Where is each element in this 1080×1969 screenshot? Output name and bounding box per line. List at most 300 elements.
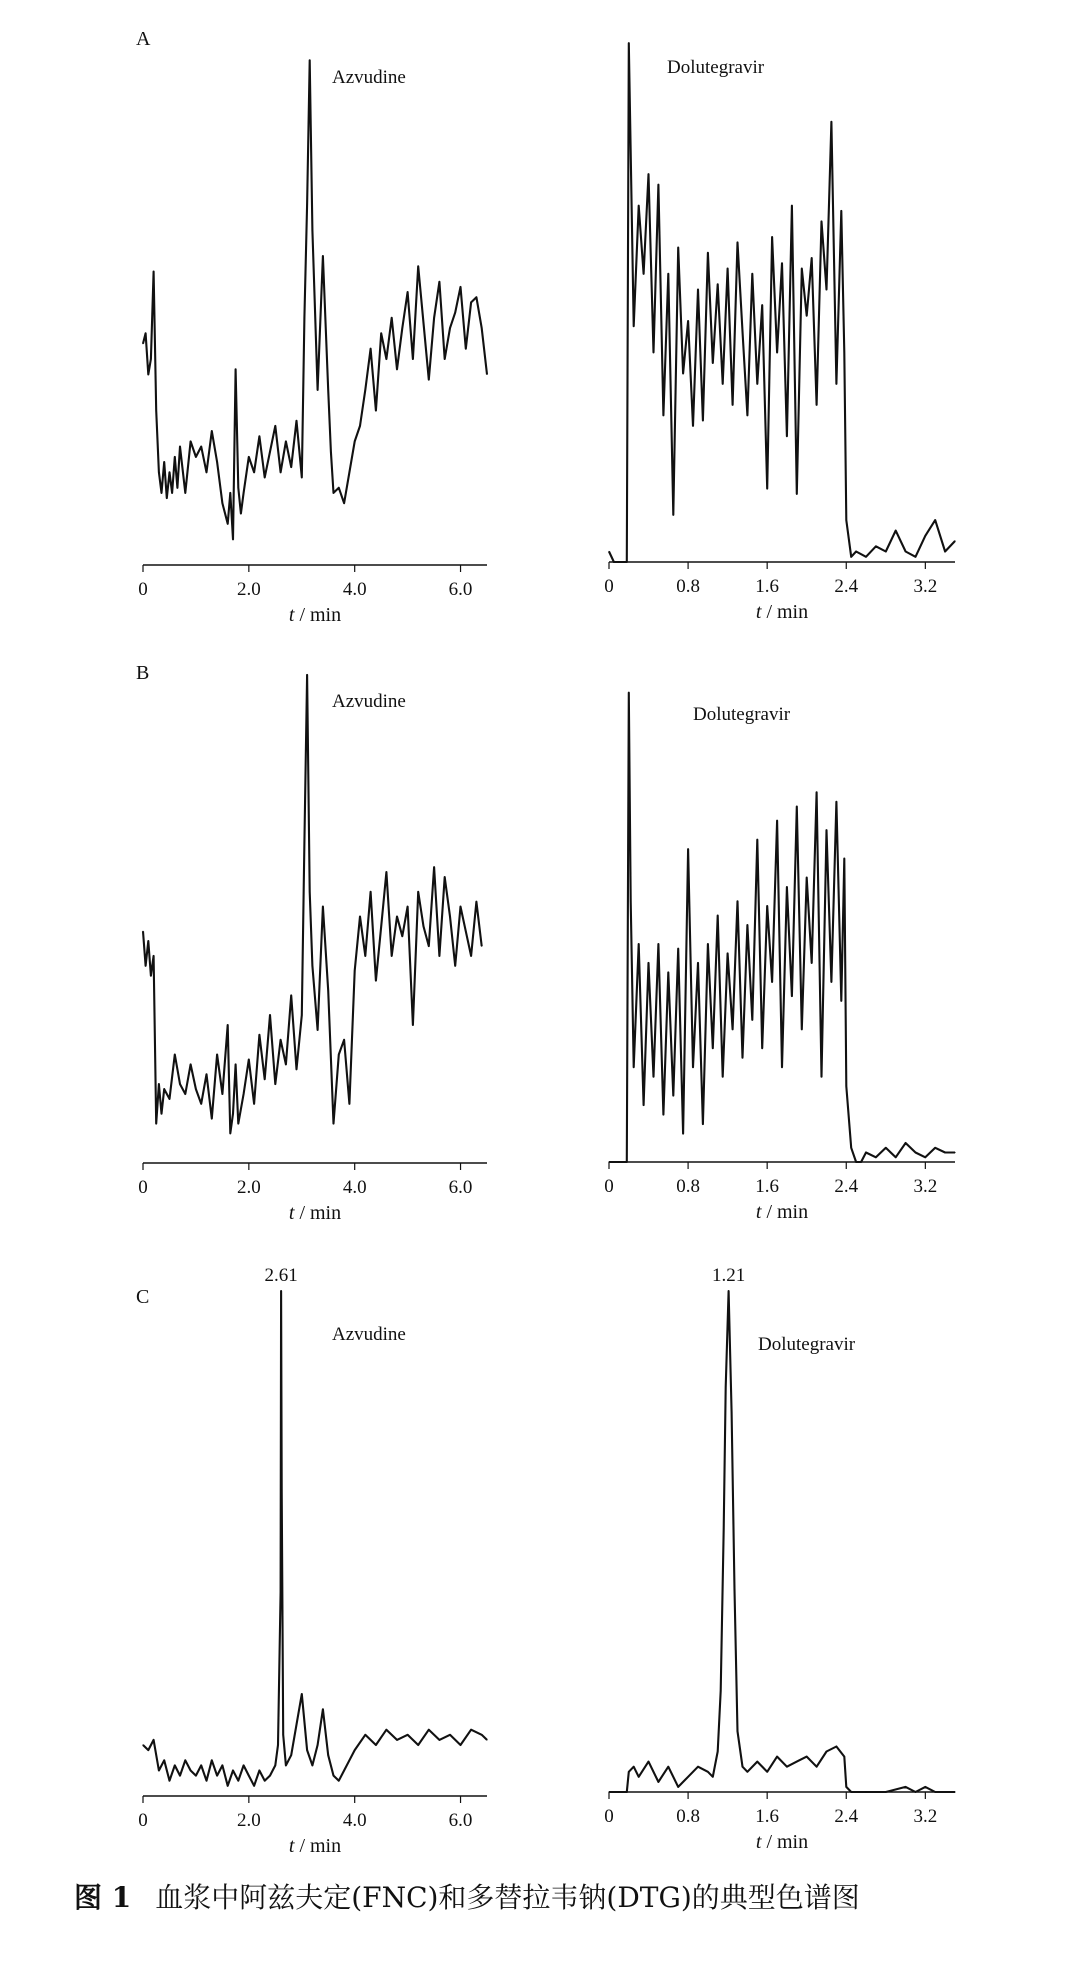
panel-a-right-data-point [767, 488, 768, 489]
panel-b-right-data-point [856, 1161, 857, 1162]
panel-a-left-data-point [166, 498, 167, 499]
panel-b-right-data-point [663, 1114, 664, 1115]
panel-b-left-data-point [455, 965, 456, 966]
panel-c-left-data-point [201, 1765, 202, 1766]
panel-b-left-data-point [333, 1123, 334, 1124]
panel-b-left-data-point [248, 1059, 249, 1060]
panel-a-left-data-point [259, 436, 260, 437]
panel-c-left-data-point [275, 1765, 276, 1766]
panel-a-right-data-point [781, 263, 782, 264]
panel-a-right-data-point [692, 425, 693, 426]
panel-c-left-data-point [386, 1729, 387, 1730]
panel-c-left-data-point [418, 1744, 419, 1745]
panel-b-right-x-tick-label: 0.8 [676, 1176, 700, 1197]
panel-c-right-data-point [728, 1291, 729, 1292]
panel-b-right-x-tick-label: 0 [604, 1176, 614, 1197]
panel-b-right-data-point [816, 792, 817, 793]
panel-b-left-x-tick-label: 6.0 [448, 1177, 473, 1198]
panel-a-left-data-point [195, 456, 196, 457]
panel-b-right-data-point [865, 1152, 866, 1153]
panel-b-right-data-point [628, 692, 629, 693]
panel-a-right-data-point [608, 551, 609, 552]
panel-c-left-data-point [190, 1770, 191, 1771]
panel-b-left-data-point [301, 1015, 302, 1016]
panel-b-left-data-point [412, 1024, 413, 1025]
panel-c-left-data-point [142, 1744, 143, 1745]
panel-a-right-data-point [846, 520, 847, 521]
panel-c-right-x-tick-label: 2.4 [834, 1806, 859, 1827]
panel-c-left-data-point [174, 1765, 175, 1766]
panel-a-left-data-point [312, 230, 313, 231]
panel-b-right-data-point [658, 943, 659, 944]
panel-a-right-data-point [762, 305, 763, 306]
panel-c-left-data-point [328, 1755, 329, 1756]
panel-c-left-data-point [322, 1709, 323, 1710]
panel-b-left-data-point [354, 970, 355, 971]
panel-c-right-x-tick-label: 0 [604, 1806, 614, 1827]
panel-b-right-data-point [630, 901, 631, 902]
panel-c-right-x-axis-label: t / min [755, 1831, 809, 1853]
panel-a-right-data-point [915, 556, 916, 557]
panel-c-right-data-point [777, 1756, 778, 1757]
panel-c-right-data-point [844, 1756, 845, 1757]
panel-a-left-data-point [172, 492, 173, 493]
panel-a-left-data-point [460, 286, 461, 287]
panel-b-left-data-point [238, 1123, 239, 1124]
panel-a-right-data-point [648, 174, 649, 175]
panel-a-left-data-point [190, 441, 191, 442]
panel-c-right-data-point [697, 1766, 698, 1767]
panel-b-right-data-point [702, 1124, 703, 1125]
panel-b-right-data-point [692, 1067, 693, 1068]
panel-b-right-data-point [831, 981, 832, 982]
panel-c-right-data-point [734, 1589, 735, 1590]
panel-c-left-series-line [143, 1291, 487, 1786]
panel-a-left-data-point [206, 472, 207, 473]
panel-c-left-data-point [281, 1291, 282, 1292]
panel-a-right-data-point [678, 247, 679, 248]
panel-b-right-data-point [712, 1048, 713, 1049]
panel-b-right-data-point [618, 1161, 619, 1162]
panel-b-left-data-point [428, 946, 429, 947]
panel-c-right-data-point [747, 1771, 748, 1772]
panel-c-left-data-point [365, 1734, 366, 1735]
panel-a-left-data-point [428, 379, 429, 380]
panel-c-left-data-point [153, 1739, 154, 1740]
panel-b-left-data-point [386, 872, 387, 873]
panel-a-right-data-point [712, 362, 713, 363]
panel-a-left-data-point [449, 328, 450, 329]
panel-b-left-data-point [156, 1123, 157, 1124]
panel-a-right-data-point [816, 404, 817, 405]
panel-b-right-data-point [777, 820, 778, 821]
panel-b-right-data-point [653, 1076, 654, 1077]
panel-a-left-data-point [455, 312, 456, 313]
panel-b-left-data-point [471, 955, 472, 956]
panel-a-left-data-point [418, 266, 419, 267]
panel-a-left-data-point [254, 472, 255, 473]
panel-a-left-data-point [317, 389, 318, 390]
panel-b-right-data-point [905, 1142, 906, 1143]
panel-a-left-data-point [240, 513, 241, 514]
panel-a-left-data-point [230, 492, 231, 493]
panel-c-right-data-point [915, 1791, 916, 1792]
panel-b-left-title: Azvudine [332, 691, 406, 712]
panel-c-left-data-point [439, 1739, 440, 1740]
panel-c-right-data-point [742, 1766, 743, 1767]
panel-b-left-data-point [145, 965, 146, 966]
figure-number: 图 1 [74, 1881, 132, 1914]
panel-b-left-data-point [465, 931, 466, 932]
panel-a-right-x-tick-label: 0 [604, 576, 614, 597]
panel-c-left-data-point [185, 1760, 186, 1761]
panel-a-right-series-line [609, 43, 955, 562]
panel-b-right-data-point [821, 1076, 822, 1077]
panel-b-right-data-point [767, 905, 768, 906]
panel-a-right-data-point [757, 383, 758, 384]
panel-b-left-data-point [164, 1089, 165, 1090]
panel-a-right-data-point [623, 561, 624, 562]
panel-b-right-data-point [826, 830, 827, 831]
panel-b-left-data-point [304, 842, 305, 843]
panel-b-left-x-axis-label: t / min [288, 1202, 342, 1224]
panel-c-left-data-point [158, 1770, 159, 1771]
panel-a-right-data-point [722, 383, 723, 384]
panel-a-right-data-point [626, 561, 627, 562]
panel-a-left-data-point [227, 523, 228, 524]
panel-c-left-data-point [232, 1770, 233, 1771]
panel-b-right-data-point [638, 943, 639, 944]
panel-a-right-data-point [925, 535, 926, 536]
panel-c-right-data-point [618, 1791, 619, 1792]
panel-b-right-data-point [846, 1086, 847, 1087]
panel-a-right-data-point [895, 530, 896, 531]
panel-b-right-series-line [609, 693, 955, 1162]
panel-a-left-data-point [309, 60, 310, 61]
panel-c-left-x-tick-label: 4.0 [342, 1810, 367, 1831]
panel-a-charts [0, 0, 1080, 626]
panel-b-left-data-point [423, 926, 424, 927]
panel-a-right-data-point [841, 210, 842, 211]
panel-a-left-data-point [145, 333, 146, 334]
panel-b-left-data-point [222, 1093, 223, 1094]
panel-a-right-data-point [653, 352, 654, 353]
panel-b-right-data-point [772, 981, 773, 982]
panel-a-right-x-tick-label: 0.8 [676, 576, 700, 597]
panel-b-left-data-point [264, 1079, 265, 1080]
panel-a-left-data-point [486, 374, 487, 375]
panel-a-left-data-point [328, 389, 329, 390]
panel-a-left-data-point [248, 456, 249, 457]
panel-a-left-data-point [222, 503, 223, 504]
panel-a-left-data-point [434, 317, 435, 318]
panel-a-right-data-point [688, 320, 689, 321]
panel-c-right-data-point [678, 1786, 679, 1787]
panel-b-left-data-point [243, 1093, 244, 1094]
panel-b-right-data-point [648, 962, 649, 963]
panel-b-right-data-point [925, 1157, 926, 1158]
panel-c-right-data-point [633, 1766, 634, 1767]
panel-c-charts [0, 1200, 1080, 1857]
panel-b-right-data-point [851, 1147, 852, 1148]
panel-c-right-data-point [816, 1766, 817, 1767]
panel-a-left-x-tick-label: 6.0 [448, 579, 473, 600]
panel-b-left-data-point [418, 891, 419, 892]
panel-b-right-data-point [796, 806, 797, 807]
panel-c-left-data-point [211, 1760, 212, 1761]
panel-b-right-data-point [806, 877, 807, 878]
panel-a-right-data-point [856, 551, 857, 552]
panel-a-left-data-point [444, 358, 445, 359]
panel-b-left-data-point [217, 1054, 218, 1055]
panel-a-right-data-point [732, 404, 733, 405]
panel-c-left-data-point [312, 1765, 313, 1766]
panel-b-left-data-point [161, 1113, 162, 1114]
panel-c-left-data-point [307, 1750, 308, 1751]
panel-a-right-data-point [851, 556, 852, 557]
panel-b-left-data-point [391, 955, 392, 956]
panel-c-left-data-point [338, 1780, 339, 1781]
panel-c-right-data-point [767, 1771, 768, 1772]
panel-a-left-data-point [235, 369, 236, 370]
panel-a-left-data-point [158, 472, 159, 473]
panel-b-left-data-point [230, 1133, 231, 1134]
panel-b-left-data-point [227, 1024, 228, 1025]
panel-a-right-data-point [658, 184, 659, 185]
panel-a-right-data-point [935, 520, 936, 521]
panel-a-left-data-point [243, 492, 244, 493]
panel-a-left-data-point [211, 431, 212, 432]
panel-b-right-data-point [762, 1048, 763, 1049]
panel-c-right-data-point [731, 1412, 732, 1413]
panel-b-right-data-point [752, 1019, 753, 1020]
panel-a-right-data-point [737, 242, 738, 243]
panel-a-left-data-point [142, 343, 143, 344]
panel-c-right-data-point [836, 1746, 837, 1747]
panel-c-right-data-point [712, 1776, 713, 1777]
panel-b-right-data-point [643, 1105, 644, 1106]
panel-b-left-series-line [143, 675, 482, 1134]
panel-b-left-data-point [317, 1029, 318, 1030]
panel-label-c: C [136, 1286, 150, 1308]
panel-c-left-data-point [481, 1734, 482, 1735]
panel-b-charts [0, 600, 1080, 1224]
panel-a-left-data-point [285, 441, 286, 442]
panel-c-right-data-point [648, 1761, 649, 1762]
panel-c-left-data-point [206, 1780, 207, 1781]
panel-a-left-data-point [359, 425, 360, 426]
panel-a-right-data-point [727, 268, 728, 269]
panel-b-left-data-point [142, 931, 143, 932]
panel-a-left-data-point [330, 451, 331, 452]
panel-b-left-data-point [407, 906, 408, 907]
panel-a-right-data-point [786, 436, 787, 437]
panel-b-left-data-point [259, 1034, 260, 1035]
panel-a-left-data-point [375, 410, 376, 411]
panel-b-left-data-point [444, 877, 445, 878]
panel-b-right-data-point [727, 953, 728, 954]
panel-a-right-data-point [905, 551, 906, 552]
panel-c-left-data-point [227, 1785, 228, 1786]
panel-c-right-data-point [757, 1761, 758, 1762]
panel-a-left-data-point [164, 461, 165, 462]
panel-a-right-data-point [668, 273, 669, 274]
panel-b-left-data-point [190, 1064, 191, 1065]
panel-c-left-title: Azvudine [332, 1324, 406, 1345]
panel-b-right-data-point [757, 839, 758, 840]
panel-a-left-x-axis-label: t / min [288, 604, 342, 626]
panel-c-right-series-line [609, 1291, 955, 1792]
panel-b-right-data-point [895, 1157, 896, 1158]
panel-b-left-data-point [439, 955, 440, 956]
panel-a-left-data-point [322, 255, 323, 256]
panel-b-right-data-point [688, 849, 689, 850]
panel-c-left-data-point [349, 1760, 350, 1761]
panel-b-left-data-point [338, 1054, 339, 1055]
panel-a-left-data-point [269, 451, 270, 452]
panel-b-right-data-point [668, 972, 669, 973]
panel-c-left-data-point [301, 1693, 302, 1694]
panel-a-right-data-point [954, 540, 955, 541]
panel-b-right-data-point [844, 858, 845, 859]
panel-c-left-data-point [428, 1729, 429, 1730]
panel-a-right-data-point [836, 383, 837, 384]
panel-b-right-x-axis-label: t / min [755, 1201, 809, 1223]
panel-b-left-data-point [150, 975, 151, 976]
panel-b-left-data-point [359, 916, 360, 917]
panel-c-right-data-point [638, 1776, 639, 1777]
panel-c-left-x-tick-label: 0 [138, 1810, 148, 1831]
panel-c-right-data-point [806, 1756, 807, 1757]
panel-b-left-data-point [148, 941, 149, 942]
panel-c-left-data-point [259, 1770, 260, 1771]
panel-b-right-x-tick-label: 2.4 [834, 1176, 859, 1197]
panel-b-left-data-point [375, 980, 376, 981]
panel-c-left-data-point [333, 1775, 334, 1776]
panel-a-right-data-point [643, 273, 644, 274]
panel-b-left-data-point [365, 955, 366, 956]
panel-b-left-data-point [232, 1113, 233, 1114]
panel-b-right-data-point [841, 1000, 842, 1001]
panel-c-right-data-point [717, 1751, 718, 1752]
panel-c-left-data-point [248, 1775, 249, 1776]
panel-b-left-data-point [169, 1098, 170, 1099]
panel-c-left-data-point [179, 1775, 180, 1776]
panel-label-b: B [136, 662, 150, 684]
panel-b-right-data-point [781, 1067, 782, 1068]
panel-a-left-data-point [396, 369, 397, 370]
panel-c-right-x-tick-label: 0.8 [676, 1806, 700, 1827]
panel-c-left-data-point [269, 1775, 270, 1776]
panel-a-left-data-point [407, 292, 408, 293]
panel-b-left-data-point [449, 916, 450, 917]
panel-a-left-data-point [365, 389, 366, 390]
panel-a-right-data-point [673, 514, 674, 515]
panel-a-right-data-point [801, 268, 802, 269]
panel-a-left-data-point [465, 348, 466, 349]
panel-a-right-data-point [628, 43, 629, 44]
panel-c-right-x-tick-label: 3.2 [913, 1806, 938, 1827]
panel-b-left-data-point [328, 990, 329, 991]
panel-b-left-data-point [322, 906, 323, 907]
panel-c-right-data-point [905, 1786, 906, 1787]
panel-a-left-data-point [264, 477, 265, 478]
panel-c-left-data-point [148, 1750, 149, 1751]
panel-a-left-data-point [301, 477, 302, 478]
panel-a-right-data-point [742, 331, 743, 332]
panel-a-right-data-point [663, 415, 664, 416]
panel-a-left-data-point [238, 487, 239, 488]
panel-b-right-title: Dolutegravir [693, 704, 791, 725]
panel-a-right-data-point [945, 551, 946, 552]
panel-a-right-data-point [875, 546, 876, 547]
panel-c-left-data-point [407, 1734, 408, 1735]
panel-c-right-data-point [626, 1791, 627, 1792]
panel-b-left-data-point [158, 1084, 159, 1085]
panel-a-left-data-point [333, 492, 334, 493]
panel-c-left-data-point [164, 1760, 165, 1761]
panel-c-right-data-point [608, 1791, 609, 1792]
panel-b-right-data-point [732, 1029, 733, 1030]
panel-a-right-x-tick-label: 2.4 [834, 576, 859, 597]
panel-a-left-data-point [391, 317, 392, 318]
panel-c-right-peak-label: 1.21 [711, 1265, 746, 1287]
panel-a-right-data-point [844, 352, 845, 353]
panel-a-left-data-point [370, 348, 371, 349]
panel-a-right-data-point [885, 551, 886, 552]
panel-a-right-x-tick-label: 1.6 [755, 576, 780, 597]
panel-a-left-data-point [386, 358, 387, 359]
panel-b [0, 600, 1080, 1224]
panel-c-left-data-point [222, 1765, 223, 1766]
panel-b-right-data-point [801, 1029, 802, 1030]
panel-b-right-data-point [786, 887, 787, 888]
panel-c-left-data-point [254, 1785, 255, 1786]
panel-a-left-data-point [307, 204, 308, 205]
panel-b-left-data-point [434, 867, 435, 868]
figure-caption-text: 血浆中阿兹夫定(FNC)和多替拉韦钠(DTG)的典型色谱图 [155, 1881, 860, 1914]
panel-b-left-data-point [280, 1039, 281, 1040]
panel-c [0, 1200, 1080, 1857]
panel-a-right-data-point [806, 315, 807, 316]
panel-b-left-data-point [235, 1064, 236, 1065]
panel-label-a: A [136, 28, 151, 50]
panel-c-right-data-point [935, 1791, 936, 1792]
panel-a-left-x-tick-label: 0 [138, 579, 148, 600]
panel-b-right-data-point [722, 1076, 723, 1077]
panel-b-left-data-point [285, 1064, 286, 1065]
panel-c-right-data-point [786, 1766, 787, 1767]
panel-c-left-data-point [396, 1739, 397, 1740]
panel-c-right-data-point [851, 1791, 852, 1792]
panel-a-right-data-point [697, 289, 698, 290]
panel-a-left-data-point [169, 472, 170, 473]
panel-b-left-data-point [179, 1084, 180, 1085]
panel-c-left-x-tick-label: 2.0 [236, 1810, 261, 1831]
panel-a-right-title: Dolutegravir [667, 57, 765, 78]
panel-b-right-data-point [742, 1057, 743, 1058]
panel-c-right-data-point [796, 1761, 797, 1762]
panel-c-right-data-point [737, 1731, 738, 1732]
panel-a-right-data-point [707, 252, 708, 253]
panel-b-right-data-point [683, 1133, 684, 1134]
panel-a-right-data-point [831, 121, 832, 122]
panel-b-left-data-point [201, 1103, 202, 1104]
panel-a-left-data-point [412, 358, 413, 359]
panel-c-right-data-point [628, 1771, 629, 1772]
panel-b-left-data-point [481, 946, 482, 947]
panel-b-left-data-point [402, 936, 403, 937]
